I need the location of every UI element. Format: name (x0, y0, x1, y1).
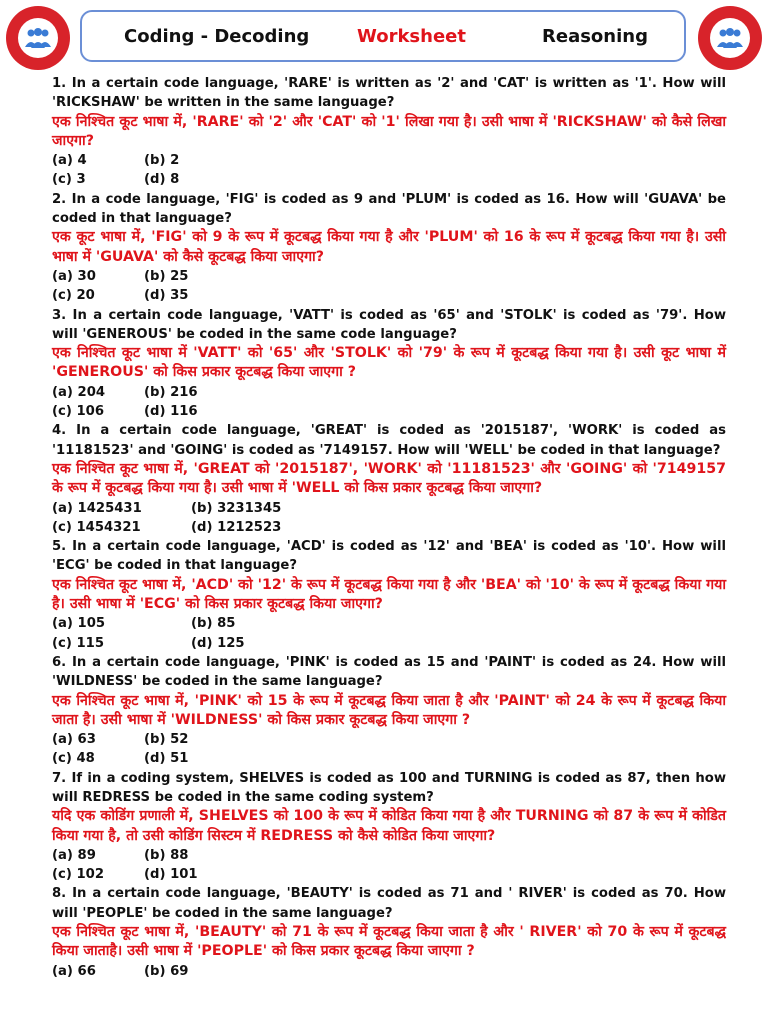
question-text-hi: यदि एक कोडिंग प्रणाली में, SHELVES को 100 के रूप में कोडित किया गया है और TURNING को 87 के रूप में कोडित किया गया है, तो उसी कोडिंग सिस्टम में REDRESS को कैसे कोडित किया जाएगा? (52, 808, 726, 844)
option: (c) 20 (52, 288, 95, 304)
subject-label: Reasoning (542, 25, 648, 47)
options (52, 151, 726, 190)
option: (a) 66 (52, 963, 96, 979)
question-text-hi: एक निश्चित कूट भाषा में, 'BEAUTY' को 71 के रूप में कूटबद्ध किया जाता है और ' RIVER' को 70 के रूप में कूटबद्ध किया जाताहै। उसी भाषा में 'PEOPLE' को किस प्रकार कूटबद्ध किया जाएगा ? (52, 924, 726, 960)
rojgar-with-ankit-logo (698, 6, 762, 70)
question-8 (52, 884, 726, 980)
option: (d) 8 (144, 172, 180, 188)
option: (b) 25 (144, 268, 189, 284)
option: (a) 63 (52, 732, 96, 748)
question-text-hi: एक निश्चित कूट भाषा में, 'RARE' को '2' और 'CAT' को '1' लिखा गया है। उसी भाषा में 'RICKSHAW' को कैसे लिखा जाएगा? (52, 113, 726, 149)
question-text-en: 4. In a certain code language, 'GREAT' is coded as '2015187', 'WORK' is coded as '11181523' and 'GOING' is coded as '7149157. How will 'WELL' be coded in that language? (52, 423, 726, 458)
question-7 (52, 769, 726, 885)
question-4 (52, 421, 726, 537)
question-text-en: 1. In a certain code language, 'RARE' is written as '2' and 'CAT' is written as '1'. How will 'RICKSHAW' be written in the same language? (52, 76, 726, 111)
question-text-en: 3. In a certain code language, 'VATT' is coded as '65' and 'STOLK' is coded as '79'. How will 'GENEROUS' be coded in the same code language? (52, 307, 726, 342)
option: (d) 35 (144, 288, 189, 304)
questions-list (52, 74, 726, 981)
option: (c) 106 (52, 404, 104, 420)
option: (b) 85 (191, 616, 236, 632)
option: (d) 51 (144, 751, 189, 767)
option: (d) 125 (191, 635, 245, 651)
question-1 (52, 74, 726, 190)
option: (b) 88 (144, 847, 189, 863)
question-text-hi: एक निश्चित कूट भाषा में 'VATT' को '65' और 'STOLK' को '79' के रूप में कूटबद्ध किया गया है। उसी कूट भाषा में 'GENEROUS' को किस प्रकार कूटबद्ध किया जाएगा ? (52, 345, 726, 381)
question-text-hi: एक निश्चित कूट भाषा में, 'ACD' को '12' के रूप में कूटबद्ध किया गया है और 'BEA' को '10' के रूप में कूटबद्ध किया गया है। उसी भाषा में 'ECG' को किस प्रकार कूटबद्ध किया जाएगा? (52, 576, 726, 613)
option: (d) 116 (144, 404, 198, 420)
question-text-en: 5. In a certain code language, 'ACD' is coded as '12' and 'BEA' is coded as '10'. How will 'ECG' be coded in that language? (52, 539, 726, 574)
option: (a) 1425431 (52, 500, 142, 516)
question-text-hi: एक कूट भाषा में, 'FIG' को 9 के रूप में कूटबद्ध किया गया है और 'PLUM' को 16 के रूप में कूटबद्ध किया गया है। उसी भाषा में 'GUAVA' को कैसे कूटबद्ध किया जाएगा? (52, 229, 726, 265)
option: (c) 115 (52, 635, 104, 651)
page-title: Coding - Decoding (124, 25, 310, 47)
question-text-en: 8. In a certain code language, 'BEAUTY' is coded as 71 and ' RIVER' is coded as 70. How will 'PEOPLE' be coded in the same language? (52, 886, 726, 921)
options (52, 846, 726, 885)
option: (b) 52 (144, 732, 189, 748)
option: (a) 89 (52, 847, 96, 863)
option: (a) 105 (52, 616, 106, 632)
options (52, 499, 726, 538)
option: (c) 1454321 (52, 519, 141, 535)
option: (c) 3 (52, 172, 86, 188)
option: (a) 4 (52, 153, 87, 169)
people-icon (18, 18, 58, 58)
option: (c) 48 (52, 751, 95, 767)
question-text-hi: एक निश्चित कूट भाषा में, 'GREAT को '2015187', 'WORK' को '11181523' और 'GOING' को '7149157 के रूप में कूटबद्ध किया गया है। उसी भाषा में 'WELL को किस प्रकार कूटबद्ध किया जाएगा? (52, 460, 726, 497)
option: (a) 30 (52, 268, 96, 284)
question-text-hi: एक निश्चित कूट भाषा में, 'PINK' को 15 के रूप में कूटबद्ध किया जाता है और 'PAINT' को 24 के रूप में कूटबद्ध किया जाता है। उसी भाषा में 'WILDNESS' को किस प्रकार कूटबद्ध किया जाएगा ? (52, 692, 726, 728)
question-2 (52, 190, 726, 306)
option: (d) 101 (144, 867, 198, 883)
question-3 (52, 306, 726, 422)
option: (b) 3231345 (191, 500, 282, 516)
worksheet-label: Worksheet (357, 25, 466, 47)
option: (c) 102 (52, 867, 104, 883)
options (52, 383, 726, 422)
option: (d) 1212523 (191, 519, 282, 535)
question-5 (52, 537, 726, 653)
options (52, 730, 726, 769)
options (52, 614, 726, 653)
option: (b) 2 (144, 153, 180, 169)
options (52, 962, 726, 981)
question-text-en: 6. In a certain code language, 'PINK' is coded as 15 and 'PAINT' is coded as 24. How will 'WILDNESS' be coded in the same language? (52, 654, 726, 690)
option: (a) 204 (52, 384, 106, 400)
option: (b) 216 (144, 384, 198, 400)
options (52, 267, 726, 306)
question-6 (52, 653, 726, 769)
header-banner (80, 10, 686, 62)
option: (b) 69 (144, 963, 189, 979)
rojgar-with-ankit-logo (6, 6, 70, 70)
people-icon (710, 18, 750, 58)
question-text-en: 7. If in a coding system, SHELVES is coded as 100 and TURNING is coded as 87, then how will REDRESS be coded in the same coding system? (52, 770, 726, 805)
question-text-en: 2. In a code language, 'FIG' is coded as 9 and 'PLUM' is coded as 16. How will 'GUAVA' be coded in that language? (52, 191, 726, 227)
